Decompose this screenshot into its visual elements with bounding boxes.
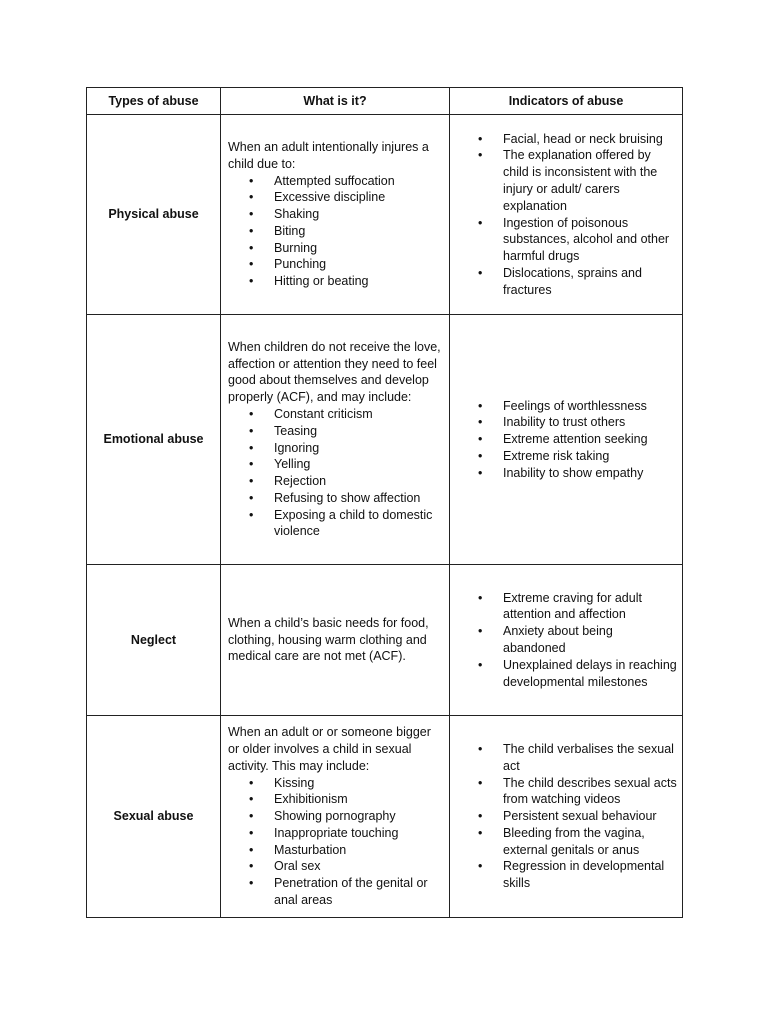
what-is-it-cell xyxy=(221,565,450,716)
abuse-type-cell: Sexual abuse xyxy=(87,716,221,918)
indicators-list xyxy=(456,398,678,482)
list-item: • Bleeding from the vagina, external genitals or anus xyxy=(456,825,678,859)
list-item: • Facial, head or neck bruising xyxy=(456,131,678,148)
header-types-of-abuse: Types of abuse xyxy=(87,88,221,115)
list-item: • Hitting or beating xyxy=(228,273,443,290)
list-item: • Inability to show empathy xyxy=(456,465,678,482)
what-intro: When an adult intentionally injures a child due to: xyxy=(228,139,429,171)
what-list xyxy=(228,406,443,540)
indicators-cell xyxy=(450,716,683,918)
list-item: • The child describes sexual acts from watching videos xyxy=(456,775,678,809)
list-item: • Ignoring xyxy=(228,440,443,457)
indicators-list xyxy=(456,590,678,691)
list-item: • The child verbalises the sexual act xyxy=(456,741,678,775)
abuse-types-table xyxy=(86,87,683,918)
list-item: • Attempted suffocation xyxy=(228,173,443,190)
indicators-cell xyxy=(450,115,683,315)
what-intro: When an adult or or someone bigger or older involves a child in sexual activity. This may include: xyxy=(228,725,431,773)
header-indicators: Indicators of abuse xyxy=(450,88,683,115)
list-item: • Extreme craving for adult attention and affection xyxy=(456,590,678,624)
what-intro: When a child’s basic needs for food, clothing, housing warm clothing and medical care are not met (ACF). xyxy=(228,615,429,664)
indicators-list xyxy=(456,741,678,892)
table-body xyxy=(87,115,683,918)
list-item: • Penetration of the genital or anal areas xyxy=(228,875,443,909)
list-item: • Persistent sexual behaviour xyxy=(456,808,678,825)
list-item: • Refusing to show affection xyxy=(228,490,443,507)
list-item: • Masturbation xyxy=(228,842,443,859)
table-row xyxy=(87,115,683,315)
table-row xyxy=(87,716,683,918)
abuse-type-cell: Neglect xyxy=(87,565,221,716)
list-item: • Anxiety about being abandoned xyxy=(456,623,678,657)
list-item: • Ingestion of poisonous substances, alcohol and other harmful drugs xyxy=(456,215,678,265)
list-item: • Extreme attention seeking xyxy=(456,431,678,448)
list-item: • Showing pornography xyxy=(228,808,443,825)
list-item: • Rejection xyxy=(228,473,443,490)
what-list xyxy=(228,173,443,291)
list-item: • Shaking xyxy=(228,206,443,223)
indicators-list xyxy=(456,131,678,299)
indicators-cell xyxy=(450,565,683,716)
list-item: • Oral sex xyxy=(228,858,443,875)
what-is-it-cell xyxy=(221,115,450,315)
list-item: • Extreme risk taking xyxy=(456,448,678,465)
indicators-cell xyxy=(450,315,683,565)
list-item: • Kissing xyxy=(228,775,443,792)
list-item: • Exhibitionism xyxy=(228,791,443,808)
list-item: • Feelings of worthlessness xyxy=(456,398,678,415)
list-item: • Punching xyxy=(228,256,443,273)
abuse-type-cell: Physical abuse xyxy=(87,115,221,315)
what-list xyxy=(228,775,443,909)
list-item: • Excessive discipline xyxy=(228,189,443,206)
list-item: • Constant criticism xyxy=(228,406,443,423)
what-is-it-cell xyxy=(221,315,450,565)
header-what-is-it: What is it? xyxy=(221,88,450,115)
list-item: • Exposing a child to domestic violence xyxy=(228,507,443,541)
list-item: • Inappropriate touching xyxy=(228,825,443,842)
what-is-it-cell xyxy=(221,716,450,918)
list-item: • Inability to trust others xyxy=(456,414,678,431)
table-row xyxy=(87,315,683,565)
list-item: • Yelling xyxy=(228,456,443,473)
list-item: • Dislocations, sprains and fractures xyxy=(456,265,678,299)
what-intro: When children do not receive the love, affection or attention they need to feel good about themselves and develop properly (ACF), and may include: xyxy=(228,339,441,405)
header-row xyxy=(87,88,683,115)
table-row xyxy=(87,565,683,716)
list-item: • Burning xyxy=(228,240,443,257)
list-item: • Teasing xyxy=(228,423,443,440)
list-item: • Unexplained delays in reaching developmental milestones xyxy=(456,657,678,691)
list-item: • Regression in developmental skills xyxy=(456,858,678,892)
abuse-type-cell: Emotional abuse xyxy=(87,315,221,565)
list-item: • Biting xyxy=(228,223,443,240)
list-item: • The explanation offered by child is inconsistent with the injury or adult/ carers explanation xyxy=(456,147,678,214)
